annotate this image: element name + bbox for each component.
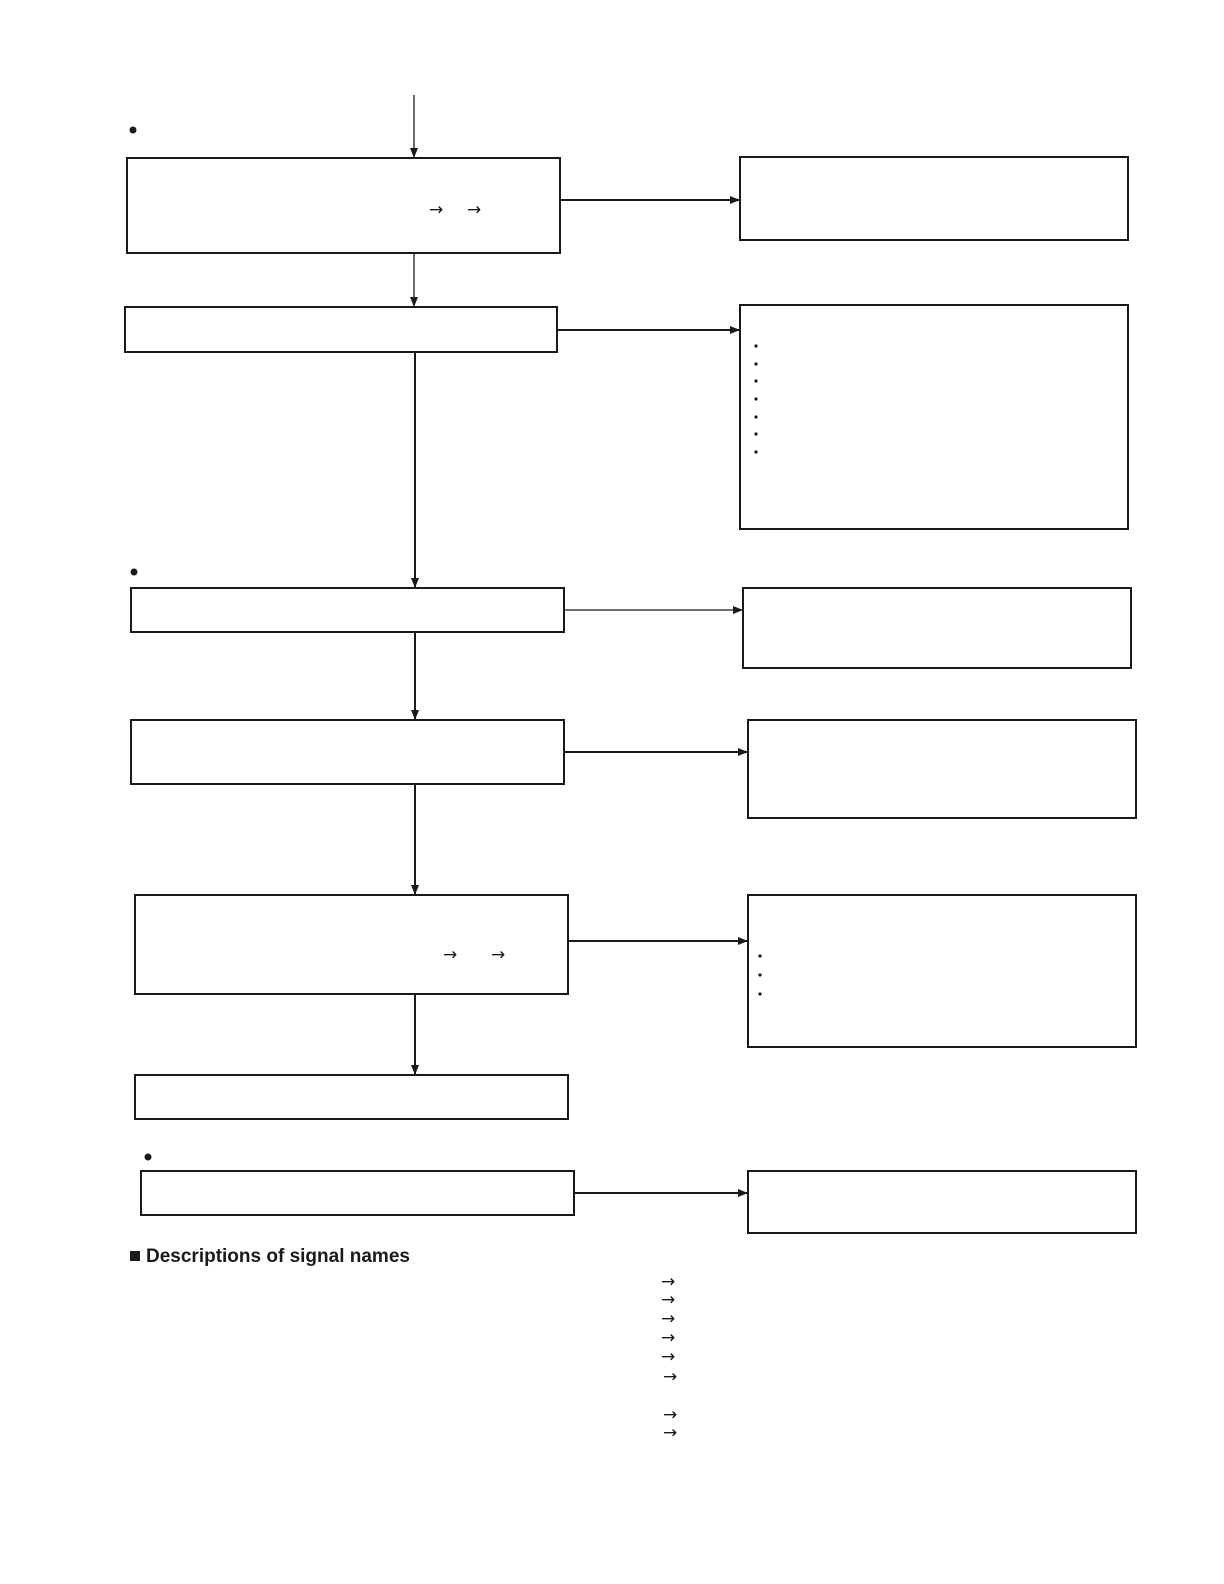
note-box-1: [740, 157, 1128, 240]
list-dot: [758, 954, 761, 957]
step-box-7: [141, 1171, 574, 1215]
list-dot: [754, 415, 757, 418]
arrow-glyph: →: [429, 200, 444, 220]
group-bullet: [130, 127, 137, 134]
note-box-2: [740, 305, 1128, 529]
note-box-4: [748, 720, 1136, 818]
arrow-glyph: →: [467, 200, 482, 220]
list-dot: [754, 450, 757, 453]
list-dot: [758, 992, 761, 995]
list-dot: [754, 397, 757, 400]
note-box-5: [748, 895, 1136, 1047]
signal-arrow: →: [663, 1423, 678, 1443]
list-dot: [754, 432, 757, 435]
step-box-4: [131, 720, 564, 784]
signal-arrow: →: [661, 1272, 676, 1292]
section-title: Descriptions of signal names: [146, 1246, 410, 1267]
step-box-3: [131, 588, 564, 632]
step-box-6: [135, 1075, 568, 1119]
list-dot: [754, 344, 757, 347]
group-bullet: [145, 1154, 152, 1161]
step-box-1: [127, 158, 560, 253]
group-bullet: [131, 569, 138, 576]
list-dot: [754, 362, 757, 365]
list-dot: [758, 973, 761, 976]
note-box-6: [748, 1171, 1136, 1233]
list-dot: [754, 379, 757, 382]
arrow-glyph: →: [443, 945, 458, 965]
note-box-3: [743, 588, 1131, 668]
signal-arrow: →: [663, 1367, 678, 1387]
signal-arrow: →: [661, 1328, 676, 1348]
signal-arrow: →: [661, 1309, 676, 1329]
arrow-glyph: →: [491, 945, 506, 965]
signal-arrow: →: [663, 1405, 678, 1425]
step-box-2: [125, 307, 557, 352]
section-heading: [130, 1246, 410, 1268]
filled-square-icon: [130, 1251, 140, 1261]
signal-arrow: →: [661, 1347, 676, 1367]
signal-arrow: →: [661, 1290, 676, 1310]
